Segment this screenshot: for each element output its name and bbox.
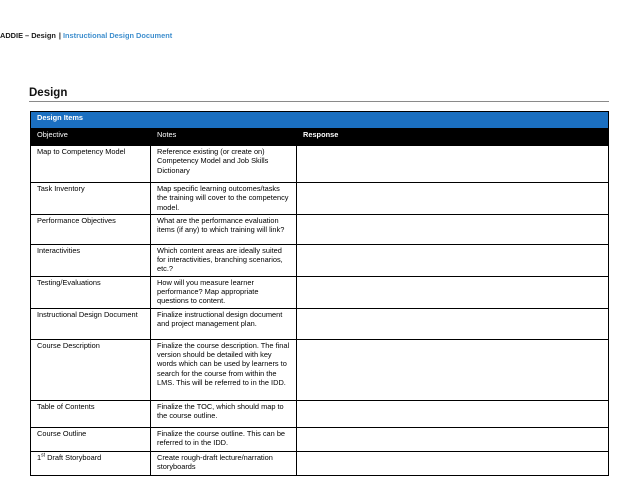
column-header-notes: Notes (151, 129, 297, 146)
table-row (31, 400, 609, 427)
response-cell[interactable] (297, 400, 609, 427)
header-subtitle: Instructional Design Document (62, 31, 173, 40)
notes-cell: What are the performance evaluation items (if any) to which training will link? (151, 214, 297, 244)
header-separator: | (58, 31, 61, 40)
objective-cell (31, 451, 151, 475)
table-row (31, 146, 609, 183)
table-row (31, 427, 609, 451)
section-title: Design (29, 87, 68, 99)
objective-cell: Performance Objectives (31, 214, 151, 244)
notes-cell: Finalize the course description. The final version should be detailed with key words which can be used by learners to search for the course from within the LMS. This will be referred to in the IDD. (151, 339, 297, 400)
notes-cell: Finalize the course outline. This can be referred to in the IDD. (151, 427, 297, 451)
table-row (31, 308, 609, 339)
objective-cell: Course Description (31, 339, 151, 400)
table-row (31, 339, 609, 400)
table-row (31, 214, 609, 244)
notes-cell: How will you measure learner performance? Map appropriate questions to content. (151, 276, 297, 308)
objective-cell: Task Inventory (31, 183, 151, 215)
objective-ordinal: st (41, 452, 46, 459)
notes-cell: Map specific learning outcomes/tasks the training will cover to the competency model. (151, 183, 297, 215)
notes-cell: Finalize the TOC, which should map to the course outline. (151, 400, 297, 427)
response-cell[interactable] (297, 276, 609, 308)
objective-cell: Testing/Evaluations (31, 276, 151, 308)
table-row (31, 276, 609, 308)
objective-cell: Course Outline (31, 427, 151, 451)
objective-cell: Interactivities (31, 244, 151, 276)
response-cell[interactable] (297, 183, 609, 215)
response-cell[interactable] (297, 214, 609, 244)
document-header (0, 31, 172, 40)
column-header-response: Response (297, 129, 609, 146)
objective-cell: Map to Competency Model (31, 146, 151, 183)
objective-number: 1 (37, 452, 42, 462)
response-cell[interactable] (297, 427, 609, 451)
table-row (31, 244, 609, 276)
response-cell[interactable] (297, 451, 609, 475)
table-row (31, 183, 609, 215)
table-banner-row (31, 112, 609, 129)
header-title: ADDIE – Design (0, 31, 56, 40)
notes-cell: Reference existing (or create on) Competency Model and Job Skills Dictionary (151, 146, 297, 183)
table-row (31, 451, 609, 475)
notes-cell: Create rough-draft lecture/narration storyboards (151, 451, 297, 475)
notes-cell: Finalize instructional design document and project management plan. (151, 308, 297, 339)
table-banner: Design Items (31, 112, 609, 129)
section-divider (29, 101, 609, 102)
notes-cell: Which content areas are ideally suited for interactivities, branching scenarios, etc.? (151, 244, 297, 276)
objective-cell: Table of Contents (31, 400, 151, 427)
objective-cell: Instructional Design Document (31, 308, 151, 339)
response-cell[interactable] (297, 146, 609, 183)
design-items-table (30, 111, 609, 476)
column-header-row (31, 129, 609, 146)
response-cell[interactable] (297, 244, 609, 276)
response-cell[interactable] (297, 339, 609, 400)
objective-text: Draft Storyboard (45, 452, 102, 462)
response-cell[interactable] (297, 308, 609, 339)
column-header-objective: Objective (31, 129, 151, 146)
